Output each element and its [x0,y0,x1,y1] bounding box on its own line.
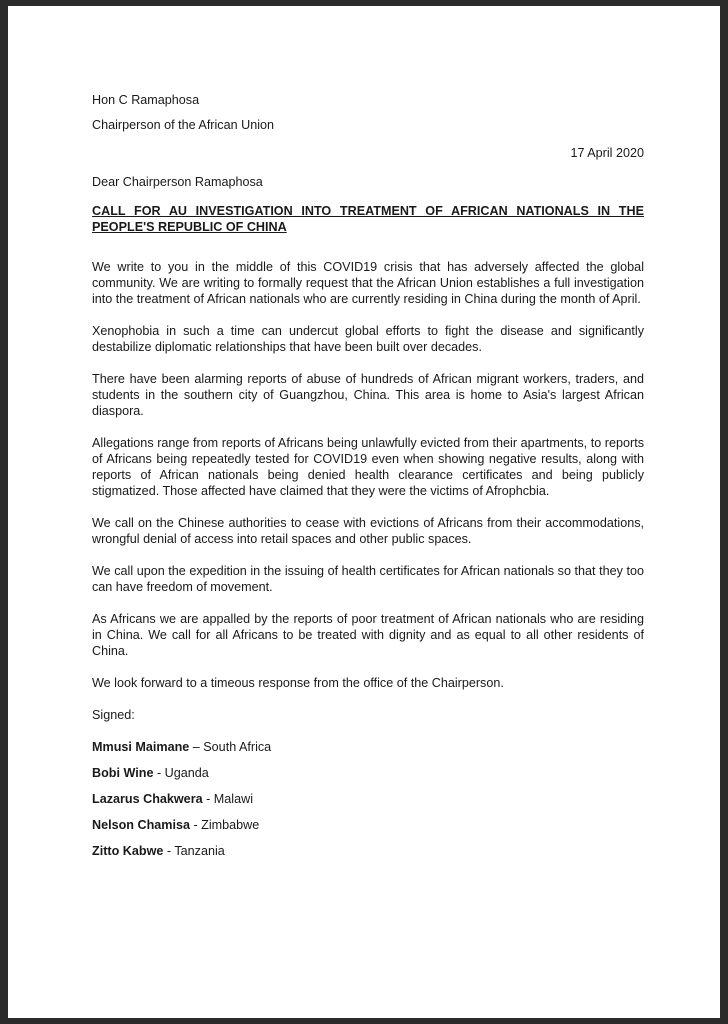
addressee-title: Chairperson of the African Union [92,118,275,132]
signed-label: Signed: [92,708,135,722]
signatory [92,739,644,755]
signatory [92,791,644,807]
signatory-country: - Malawi [202,792,253,806]
paragraph-evictions: We call on the Chinese authorities to cease with evictions of Africans from their accommodations, wrongful denial of access into retail spaces and other public spaces. [92,516,644,546]
signatory-name: Nelson Chamisa [92,818,190,832]
signatory-country: – South Africa [189,740,272,754]
salutation: Dear Chairperson Ramaphosa [92,175,263,189]
signatory-country: - Tanzania [163,844,225,858]
letter-date: 17 April 2020 [570,146,644,160]
addressee-name: Hon C Ramaphosa [92,93,200,107]
paragraph-treatment: As Africans we are appalled by the reports of poor treatment of African nationals who are residing in China. We call for all Africans to be treated with dignity and as equal to all other residents of China. [92,612,644,658]
signatory-name: Zitto Kabwe [92,844,164,858]
paragraph-reports: There have been alarming reports of abuse of hundreds of African migrant workers, traders, and students in the southern city of Guangzhou, China. This area is home to Asia's largest African diaspora. [92,372,644,418]
paragraph-intro: We write to you in the middle of this COVID19 crisis that has adversely affected the global community. We are writing to formally request that the African Union establishes a full investigation into the treatment of African nationals who are currently residing in China during the month of April. [92,260,644,306]
letter-page [8,6,720,1018]
paragraph-closing: We look forward to a timeous response from the office of the Chairperson. [92,676,504,690]
signatory [92,817,644,833]
signatory-name: Mmusi Maimane [92,740,190,754]
signatory-country: - Zimbabwe [189,818,260,832]
paragraph-xenophobia: Xenophobia in such a time can undercut global efforts to fight the disease and significantly destabilize diplomatic relationships that have been built over decades. [92,324,644,354]
signatory-name: Bobi Wine [92,766,154,780]
signatory-country: - Uganda [153,766,209,780]
paragraph-allegations: Allegations range from reports of Africans being unlawfully evicted from their apartments, to reports of Africans being repeatedly tested for COVID19 even when showing negative results, along with reports of African nationals being denied health clearance certificates and being publicly stigmatized. Those affected have claimed that they were the victims of Afrophcbia. [92,436,644,498]
letter-subject: CALL FOR AU INVESTIGATION INTO TREATMENT OF AFRICAN NATIONALS IN THE PEOPLE'S REPUBLIC OF CHINA [92,204,644,234]
signatory-name: Lazarus Chakwera [92,792,203,806]
signatory [92,765,644,781]
letter-body [92,92,644,869]
signatory [92,843,644,859]
paragraph-health-certificates: We call upon the expedition in the issuing of health certificates for African nationals so that they too can have freedom of movement. [92,564,644,594]
